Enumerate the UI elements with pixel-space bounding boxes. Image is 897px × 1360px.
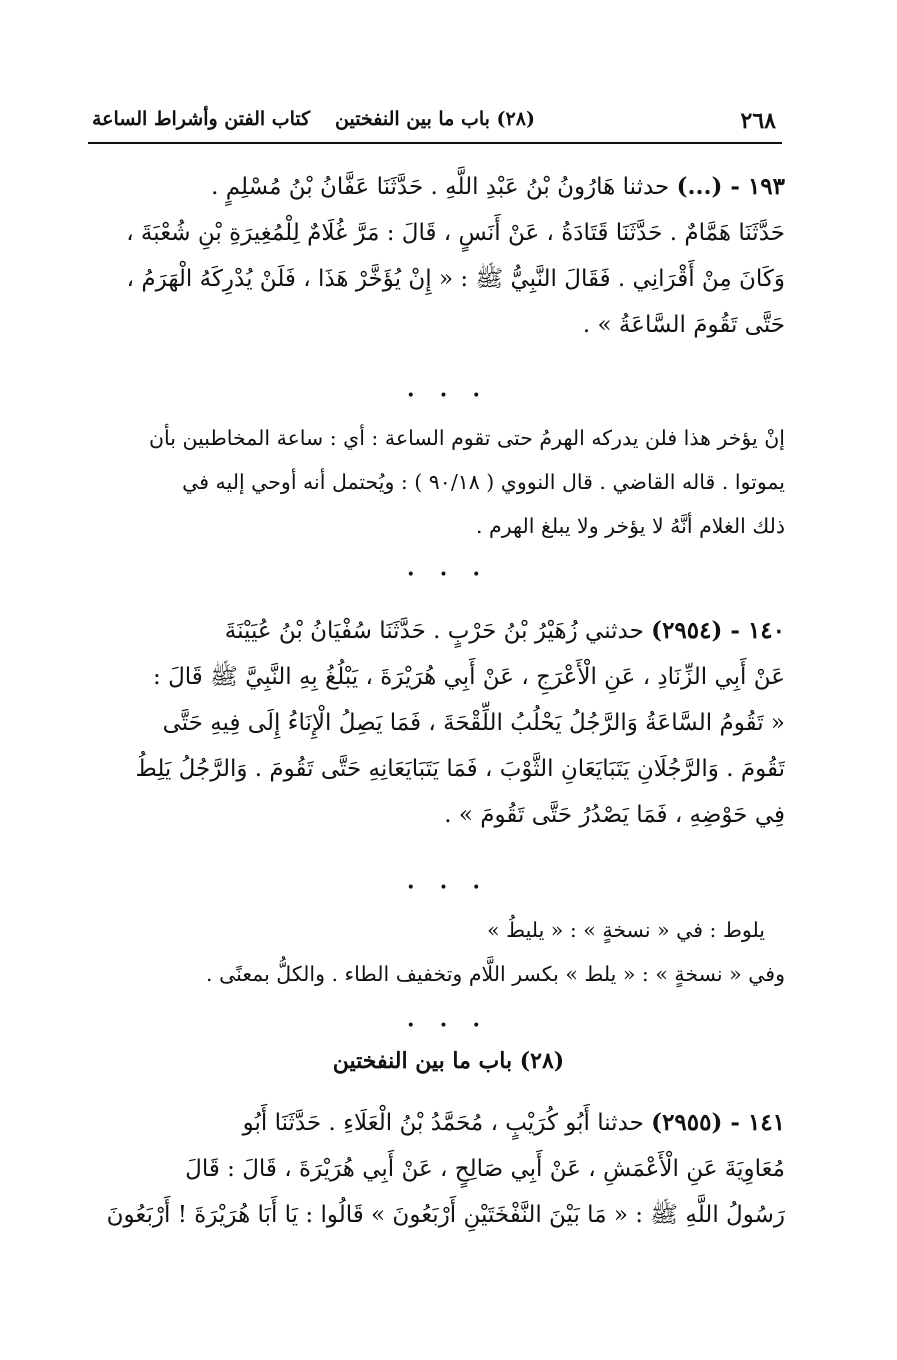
hadith-line	[95, 608, 785, 654]
hadith-line: فِي حَوْضِهِ ، فَمَا يَصْدُرُ حَتَّى تَقُومَ » .	[444, 802, 785, 828]
separator: • • •	[406, 880, 491, 896]
hadith-text: حدثني زُهَيْرُ بْنُ حَرْبٍ . حَدَّثَنَا سُفْيَانُ بْنُ عُيَيْنَةَ	[224, 618, 644, 644]
hadith-193	[95, 164, 785, 348]
hadith-line	[95, 164, 785, 210]
hadith-2954	[95, 608, 785, 838]
hadith-line: وَكَانَ مِنْ أَقْرَانِي . فَقَالَ النَّبِيُّ ﷺ : « إِنْ يُؤَخَّرْ هَذَا ، فَلَنْ يُدْرِكَهُ الْهَرَمُ ،	[126, 266, 785, 292]
separator: • • •	[406, 1018, 491, 1034]
commentary-1	[95, 416, 785, 548]
commentary-line: إنْ يؤخر هذا فلن يدركه الهرمُ حتى تقوم الساعة : أي : ساعة المخاطبين بأن	[148, 426, 785, 450]
hadith-number: ١٤٠ - (٢٩٥٤)	[651, 617, 785, 644]
header-book-title: كتاب الفتن وأشراط الساعة	[92, 108, 311, 130]
hadith-2955	[95, 1100, 785, 1238]
chapter-title: (٢٨) باب ما بين النفختين	[332, 1048, 565, 1074]
hadith-line: « تَقُومُ السَّاعَةُ وَالرَّجُلُ يَحْلُبُ اللِّقْحَةَ ، فَمَا يَصِلُ الْإِنَاءُ إِلَى فِيهِ حَتَّى	[162, 710, 785, 736]
hadith-line: حَدَّثَنَا هَمَّامٌ . حَدَّثَنَا قَتَادَةُ ، عَنْ أَنَسٍ ، قَالَ : مَرَّ غُلَامٌ لِلْمُغِيرَةِ بْنِ شُعْبَةَ ،	[126, 220, 785, 246]
hadith-number: ١٤١ - (٢٩٥٥)	[651, 1109, 785, 1136]
hadith-line: تَقُومَ . وَالرَّجُلَانِ يَتَبَايَعَانِ الثَّوْبَ ، فَمَا يَتَبَايَعَانِهِ حَتَّى تَقُومَ . وَالرَّجُلُ يَلِطُ	[135, 756, 785, 782]
commentary-line: يموتوا . قاله القاضي . قال النووي ( ٩٠/١٨ ) : ويُحتمل أنه أوحي إليه في	[182, 470, 785, 494]
hadith-text: حدثنا أَبُو كُرَيْبٍ ، مُحَمَّدُ بْنُ الْعَلَاءِ . حَدَّثَنَا أَبُو	[242, 1110, 644, 1136]
header-chapter-title: (٢٨) باب ما بين النفختين	[335, 108, 535, 130]
commentary-line: وفي « نسخةٍ » : « يلط » بكسر اللَّام وتخفيف الطاء . والكلُّ بمعنًى .	[206, 962, 785, 986]
hadith-line	[95, 1100, 785, 1146]
separator: • • •	[406, 388, 491, 404]
running-header	[88, 102, 782, 144]
separator: • • •	[406, 567, 491, 583]
hadith-line: مُعَاوِيَةَ عَنِ الْأَعْمَشِ ، عَنْ أَبِي صَالِحٍ ، عَنْ أَبِي هُرَيْرَةَ ، قَالَ : قَالَ	[185, 1156, 785, 1182]
commentary-2	[95, 908, 785, 996]
hadith-text: حدثنا هَارُونُ بْنُ عَبْدِ اللَّهِ . حَدَّثَنَا عَفَّانُ بْنُ مُسْلِمٍ .	[211, 174, 670, 200]
hadith-line: رَسُولُ اللَّهِ ﷺ : « مَا بَيْنَ النَّفْخَتَيْنِ أَرْبَعُونَ » قَالُوا : يَا أَبَا هُرَيْرَةَ ! أَرْبَعُونَ	[106, 1202, 785, 1228]
commentary-line: يلوط : في « نسخةٍ » : « يليطُ »	[487, 918, 765, 942]
hadith-line: حَتَّى تَقُومَ السَّاعَةُ » .	[582, 312, 785, 338]
page-number: ٢٦٨	[740, 108, 776, 134]
hadith-number: ١٩٣ - (...)	[676, 173, 785, 200]
commentary-line: ذلك الغلام أنَّهُ لا يؤخر ولا يبلغ الهرم .	[476, 514, 785, 538]
hadith-line: عَنْ أَبِي الزِّنَادِ ، عَنِ الْأَعْرَجِ ، عَنْ أَبِي هُرَيْرَةَ ، يَبْلُغُ بِهِ النَّبِيَّ ﷺ قَالَ :	[153, 664, 785, 690]
